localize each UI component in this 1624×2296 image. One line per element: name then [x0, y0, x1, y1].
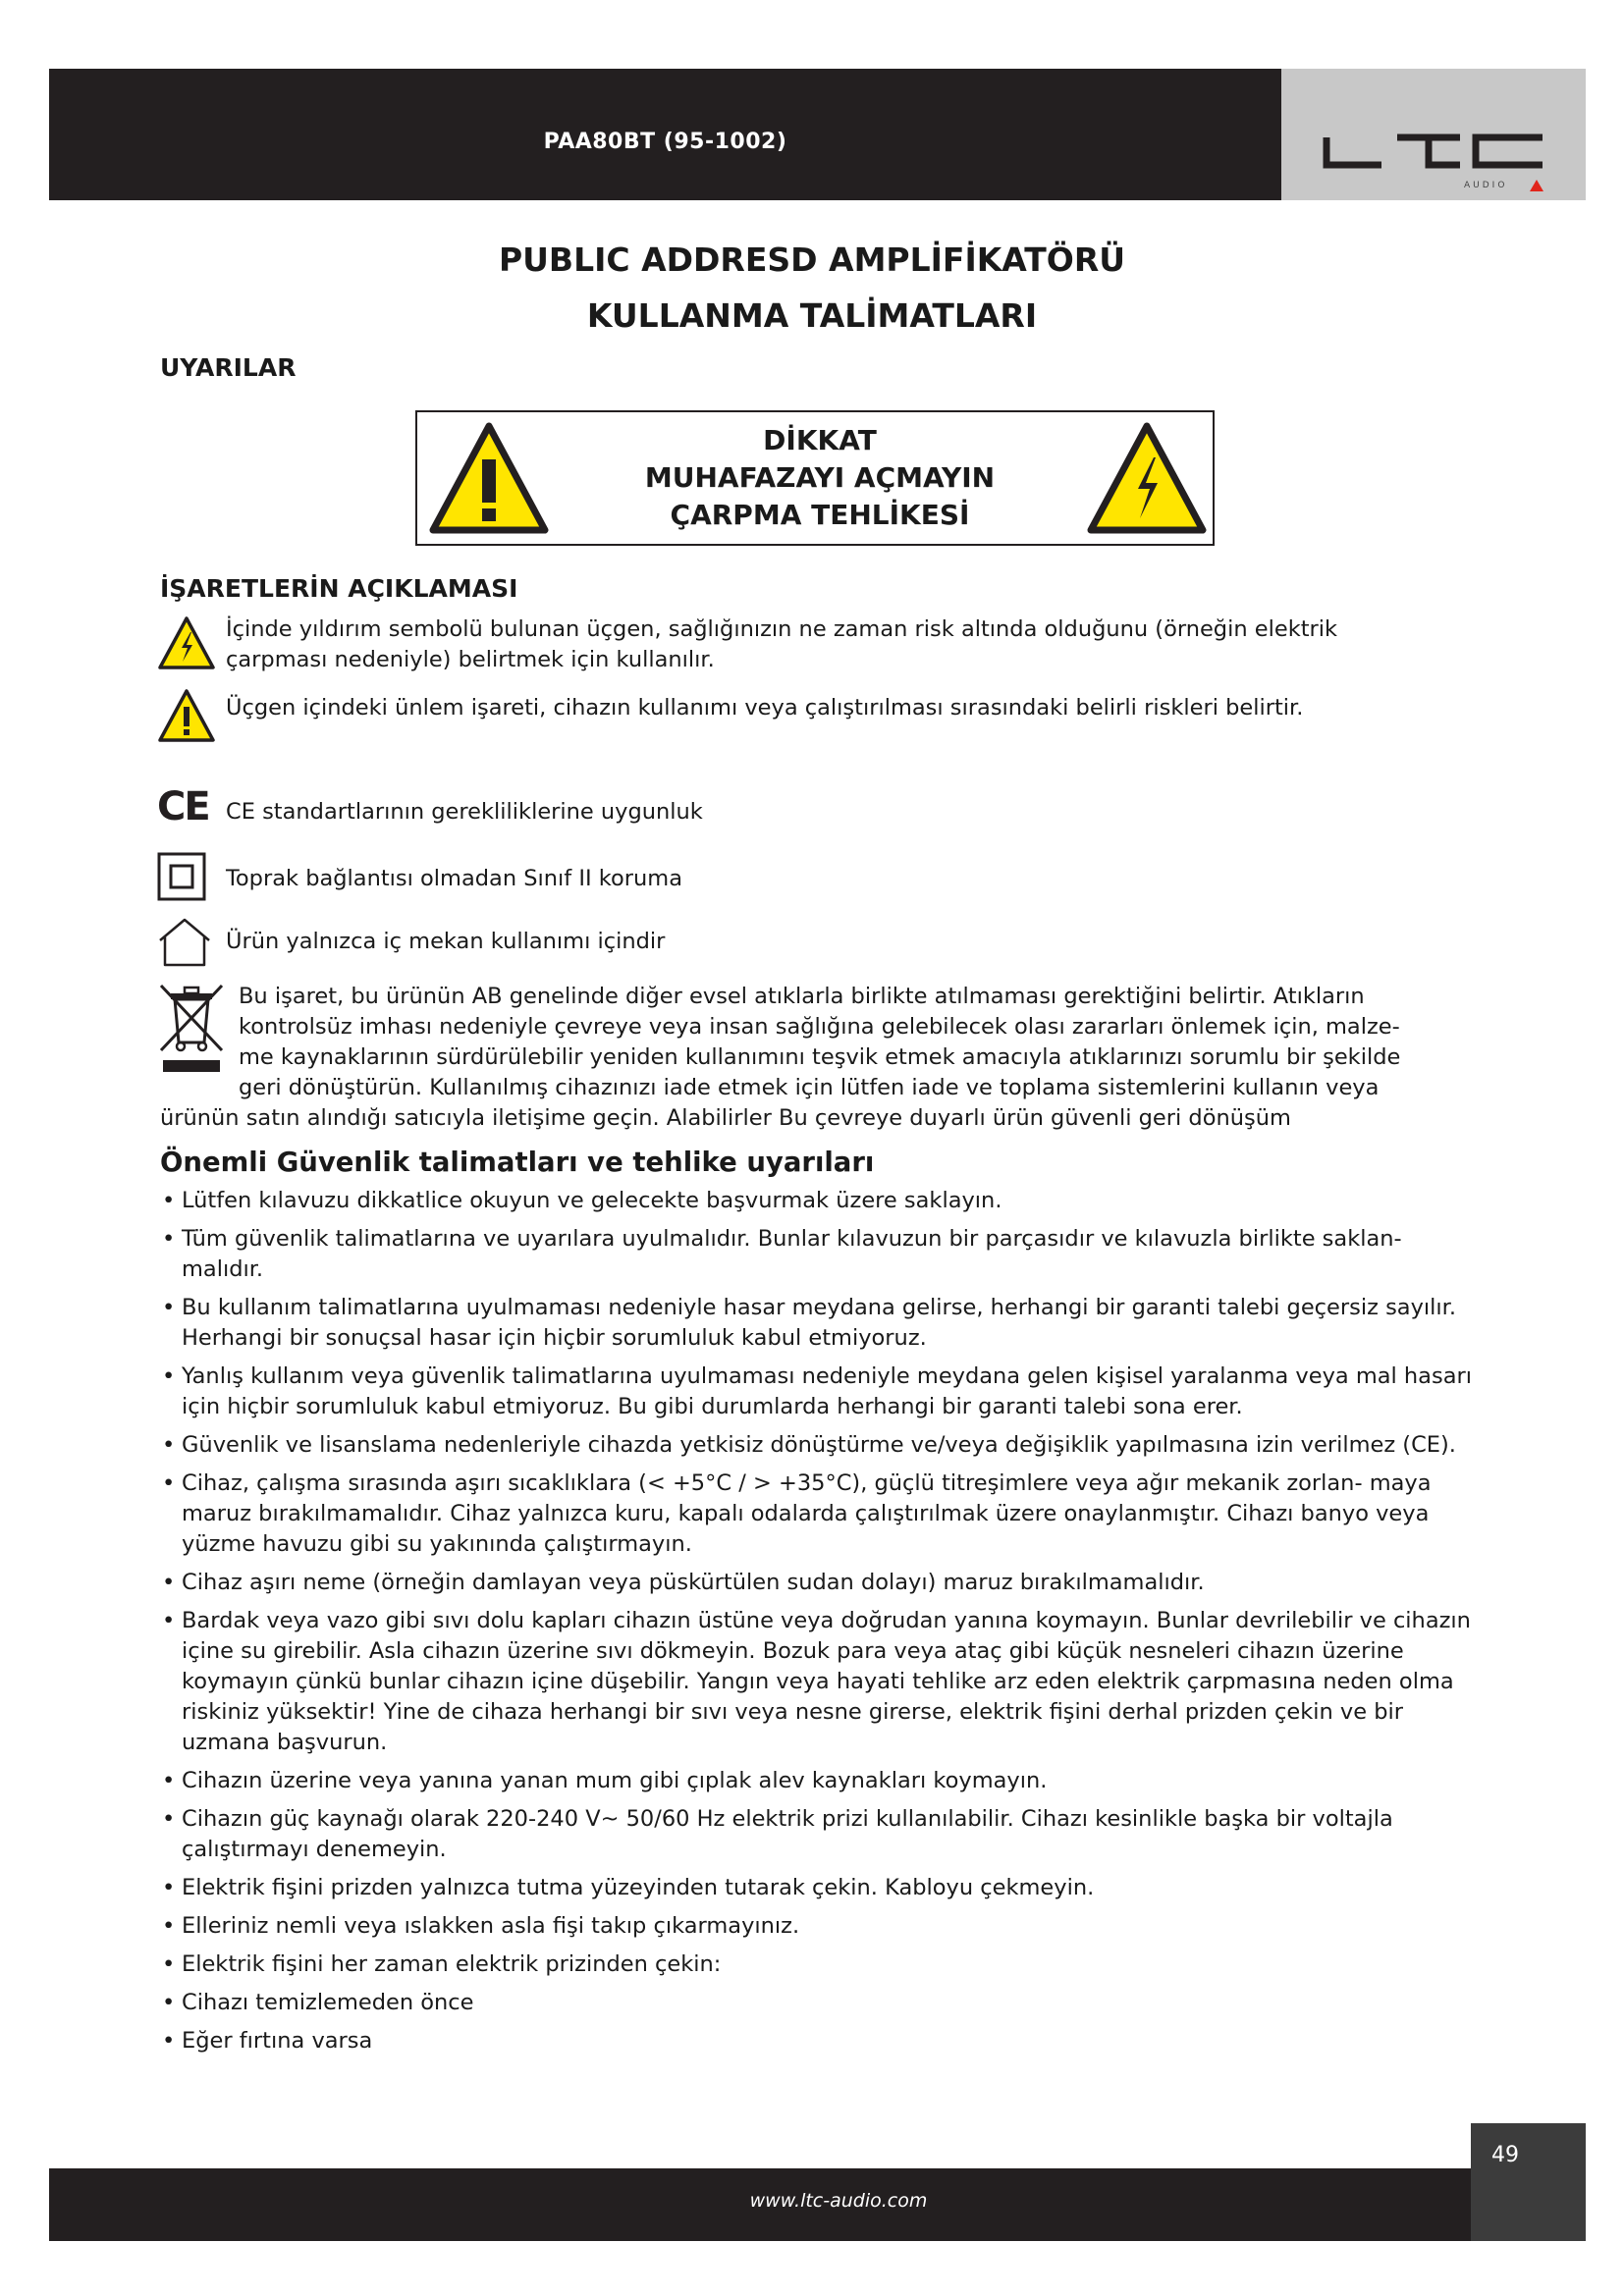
list-item: • Cihazın üzerine veya yanına yanan mum gibi çıplak alev kaynakları koymayın.: [160, 1766, 1486, 1796]
ce-mark-icon: CE: [157, 784, 209, 829]
exclamation-triangle-icon: [427, 418, 551, 538]
lightning-triangle-icon: [1085, 418, 1209, 538]
list-item: • Cihazı temizlemeden önce: [160, 1988, 1486, 2018]
weee-line-2: kontrolsüz imhası nedeniyle çevreye veya insan sağlığına gelebilecek olası zararları önlemek için, malze-: [239, 1014, 1400, 1040]
symbol-row-indoor: [157, 917, 1473, 968]
list-item: • Elleriniz nemli veya ıslakken asla fişi takıp çıkarmayınız.: [160, 1911, 1486, 1942]
danger-warning-box: [415, 410, 1215, 546]
header-bar: [49, 69, 1281, 200]
doc-title-line1: PUBLIC ADDRESD AMPLİFİKATÖRÜ: [498, 240, 1126, 279]
symbols-heading: İŞARETLERİN AÇIKLAMASI: [160, 574, 518, 603]
warnings-heading: UYARILAR: [160, 353, 297, 382]
weee-line-3: me kaynaklarının sürdürülebilir yeniden kullanımını teşvik etmek amacıyla atıklarınızı sorumlu bir şekilde: [239, 1044, 1401, 1070]
symbol-ce-text: CE standartlarının gerekliliklerine uygunluk: [226, 799, 703, 825]
danger-line-2: MUHAFAZAYI AÇMAYIN: [644, 461, 996, 494]
list-item: • Lütfen kılavuzu dikkatlice okuyun ve gelecekte başvurmak üzere saklayın.: [160, 1186, 1486, 1216]
list-item: • Cihaz aşırı neme (örneğin damlayan veya püskürtülen sudan dolayı) maruz bırakılmamalıdır.: [160, 1568, 1486, 1598]
weee-line-5: ürünün satın alındığı satıcıyla iletişime geçin. Alabilirler Bu çevreye duyarlı ürün güvenli geri dönüşüm: [160, 1105, 1291, 1131]
danger-line-1: DİKKAT: [763, 424, 877, 456]
logo-subtitle: AUDIO: [1464, 181, 1508, 190]
exclamation-triangle-icon: [157, 687, 216, 744]
list-item: • Tüm güvenlik talimatlarına ve uyarılara uyulmalıdır. Bunlar kılavuzun bir parçasıdır ve kılavuzla birlikte saklan- malıdır.: [160, 1224, 1486, 1285]
doc-title-line2: KULLANMA TALİMATLARI: [586, 296, 1038, 335]
logo-triangle-icon: [1530, 180, 1543, 191]
house-icon: [157, 917, 212, 968]
footer-bar: [49, 2168, 1471, 2241]
list-item: • Yanlış kullanım veya güvenlik talimatlarına uyulmaması nedeniyle meydana gelen kişisel yaralanma veya mal hasarı için hiçbir sorumluluk kabul etmiyoruz. Bu gibi durumlarda herhangi bir garanti talebi sona erer.: [160, 1362, 1486, 1422]
list-item: • Bu kullanım talimatlarına uyulmaması nedeniyle hasar meydana gelirse, herhangi bir garanti talebi geçersiz sayılır. Herhangi bir sonuçsal hasar için hiçbir sorumluluk kabul etmiyoruz.: [160, 1293, 1486, 1354]
logo-icon: [1323, 133, 1548, 177]
lightning-triangle-icon: [157, 614, 216, 671]
danger-line-3: ÇARPMA TEHLİKESİ: [670, 499, 970, 531]
symbol-row-ce: [157, 785, 1473, 830]
symbol-row-lightning: [157, 614, 1473, 679]
symbol-lightning-line2: çarpması nedeniyle) belirtmek için kullanılır.: [226, 647, 715, 672]
symbol-lightning-text: [226, 614, 1337, 675]
list-item: • Eğer fırtına varsa: [160, 2026, 1486, 2056]
symbol-exclamation-text: Üçgen içindeki ünlem işareti, cihazın kullanımı veya çalıştırılması sırasındaki belirli riskleri belirtir.: [226, 695, 1304, 721]
list-item: • Bardak veya vazo gibi sıvı dolu kapları cihazın üstüne veya doğrudan yanına koymayın. Bunlar devrilebilir ve cihazın içine su girebilir. Asla cihazın üzerine sıvı dökmeyin. Bozuk para veya ataç gibi küçük nesneleri cihazın üzerine koymayın çünkü bunlar cihazın içine düşebilir. Yangın veya hayati tehlike arz eden elektrik çarpmasına neden olma riskiniz yüksektir! Yine de cihaza herhangi bir sıvı veya nesne girerse, elektrik fişini derhal prizden çekin ve bir uzmana başvurun.: [160, 1606, 1486, 1758]
safety-heading: Önemli Güvenlik talimatları ve tehlike uyarıları: [160, 1147, 875, 1178]
list-item: • Cihazın güç kaynağı olarak 220-240 V~ 50/60 Hz elektrik prizi kullanılabilir. Cihazı kesinlikle başka bir voltajla çalıştırmayı denemeyin.: [160, 1804, 1486, 1865]
list-item: • Güvenlik ve lisanslama nedenleriyle cihazda yetkisiz dönüştürme ve/veya değişiklik yapılmasına izin verilmez (CE).: [160, 1430, 1486, 1461]
list-item: • Elektrik fişini prizden yalnızca tutma yüzeyinden tutarak çekin. Kabloyu çekmeyin.: [160, 1873, 1486, 1903]
safety-list: [160, 1186, 1486, 2064]
footer-url[interactable]: www.ltc-audio.com: [749, 2190, 928, 2212]
header-model: PAA80BT (95-1002): [543, 130, 787, 154]
symbol-indoor-text: Ürün yalnızca iç mekan kullanımı içindir: [226, 929, 666, 954]
weee-line-1: Bu işaret, bu ürünün AB genelinde diğer evsel atıklarla birlikte atılmaması gerektiğini belirtir. Atıkların: [239, 984, 1365, 1009]
symbol-lightning-line1: İçinde yıldırım sembolü bulunan üçgen, sağlığınızın ne zaman risk altında olduğunu (örneğin elektrik: [226, 616, 1338, 642]
danger-text: [545, 422, 1095, 534]
list-item: • Elektrik fişini her zaman elektrik prizinden çekin:: [160, 1949, 1486, 1980]
class-ii-icon: [157, 852, 206, 901]
symbol-class2-text: Toprak bağlantısı olmadan Sınıf II koruma: [226, 866, 682, 891]
brand-logo: [1281, 69, 1586, 200]
symbol-row-class2: [157, 852, 1473, 903]
weee-line-4: geri dönüştürün. Kullanılmış cihazınızı iade etmek için lütfen iade ve toplama sistemlerini kullanın veya: [239, 1075, 1380, 1100]
list-item: • Cihaz, çalışma sırasında aşırı sıcaklıklara (< +5°C / > +35°C), güçlü titreşimlere veya ağır mekanik zorlan- maya maruz bırakılmamalıdır. Cihaz yalnızca kuru, kapalı odalarda çalıştırılmak üzere onaylanmıştır. Cihazı banyo veya yüzme havuzu gibi su yakınında çalıştırmayın.: [160, 1468, 1486, 1560]
page-number: 49: [1491, 2143, 1519, 2167]
weee-paragraph: [160, 982, 1476, 1134]
page-number-box: [1471, 2123, 1586, 2241]
symbol-row-exclamation: [157, 687, 1473, 748]
